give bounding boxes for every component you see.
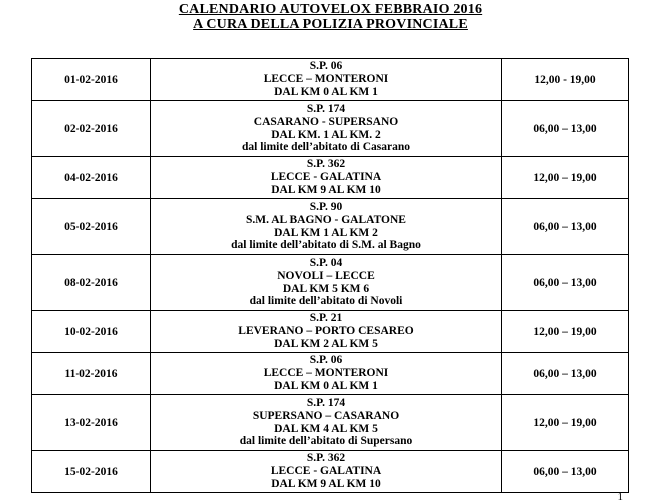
route-cell xyxy=(151,311,502,353)
time-cell: 12,00 – 19,00 xyxy=(502,311,629,353)
route-cell xyxy=(151,59,502,101)
date-cell: 04-02-2016 xyxy=(32,157,151,199)
page-number: 1 xyxy=(617,491,623,503)
km-range: DAL KM 9 AL KM 10 xyxy=(271,183,381,196)
road-code: S.P. 174 xyxy=(306,396,346,409)
km-range: DAL KM 1 AL KM 2 xyxy=(274,226,378,239)
route-note: dal limite dell’abitato di Casarano xyxy=(241,141,411,154)
time-cell: 12,00 – 19,00 xyxy=(502,395,629,451)
km-range: DAL KM 2 AL KM 5 xyxy=(274,337,378,350)
route-name: NOVOLI – LECCE xyxy=(277,269,375,282)
road-code: S.P. 362 xyxy=(306,158,346,171)
route-name: S.M. AL BAGNO - GALATONE xyxy=(246,213,406,226)
date-cell: 15-02-2016 xyxy=(32,451,151,493)
km-range: DAL KM 4 AL KM 5 xyxy=(274,422,378,435)
route-cell xyxy=(151,353,502,395)
route-note: dal limite dell’abitato di S.M. al Bagno xyxy=(231,239,421,252)
table-row xyxy=(32,353,629,395)
table-row xyxy=(32,311,629,353)
km-range: DAL KM. 1 AL KM. 2 xyxy=(271,128,381,141)
route-note: dal limite dell’abitato di Novoli xyxy=(249,295,403,308)
route-cell xyxy=(151,451,502,493)
time-cell: 06,00 – 13,00 xyxy=(502,255,629,311)
table-row xyxy=(32,157,629,199)
route-name: CASARANO - SUPERSANO xyxy=(253,115,399,128)
road-code: S.P. 174 xyxy=(306,102,346,115)
route-cell xyxy=(151,395,502,451)
route-name: LECCE - GALATINA xyxy=(270,171,382,184)
date-cell: 10-02-2016 xyxy=(32,311,151,353)
table-row xyxy=(32,101,629,157)
route-note: dal limite dell’abitato di Supersano xyxy=(239,435,413,448)
road-code: S.P. 362 xyxy=(306,452,346,465)
road-code: S.P. 04 xyxy=(309,256,343,269)
date-cell: 01-02-2016 xyxy=(32,59,151,101)
document-subtitle: A CURA DELLA POLIZIA PROVINCIALE xyxy=(193,17,468,32)
route-name: SUPERSANO – CASARANO xyxy=(252,409,400,422)
route-name: LEVERANO – PORTO CESAREO xyxy=(238,325,414,338)
time-cell: 06,00 – 13,00 xyxy=(502,199,629,255)
route-name: LECCE - GALATINA xyxy=(270,465,382,478)
time-cell: 06,00 – 13,00 xyxy=(502,451,629,493)
time-cell: 06,00 – 13,00 xyxy=(502,101,629,157)
date-cell: 02-02-2016 xyxy=(32,101,151,157)
km-range: DAL KM 0 AL KM 1 xyxy=(274,85,378,98)
km-range: DAL KM 5 KM 6 xyxy=(282,282,370,295)
date-cell: 08-02-2016 xyxy=(32,255,151,311)
date-cell: 11-02-2016 xyxy=(32,353,151,395)
km-range: DAL KM 9 AL KM 10 xyxy=(271,477,381,490)
road-code: S.P. 21 xyxy=(309,312,343,325)
route-cell xyxy=(151,101,502,157)
document-title: CALENDARIO AUTOVELOX FEBBRAIO 2016 xyxy=(178,2,483,17)
route-name: LECCE – MONTERONI xyxy=(263,73,389,86)
route-name: LECCE – MONTERONI xyxy=(263,367,389,380)
road-code: S.P. 06 xyxy=(309,354,343,367)
road-code: S.P. 90 xyxy=(309,200,343,213)
route-cell xyxy=(151,199,502,255)
date-cell: 05-02-2016 xyxy=(32,199,151,255)
date-cell: 13-02-2016 xyxy=(32,395,151,451)
time-cell: 12,00 - 19,00 xyxy=(502,59,629,101)
route-cell xyxy=(151,157,502,199)
schedule-table xyxy=(31,58,629,493)
time-cell: 12,00 – 19,00 xyxy=(502,157,629,199)
table-row xyxy=(32,451,629,493)
table-row xyxy=(32,59,629,101)
table-row xyxy=(32,199,629,255)
road-code: S.P. 06 xyxy=(309,60,343,73)
km-range: DAL KM 0 AL KM 1 xyxy=(274,379,378,392)
time-cell: 06,00 – 13,00 xyxy=(502,353,629,395)
route-cell xyxy=(151,255,502,311)
table-row xyxy=(32,255,629,311)
table-row xyxy=(32,395,629,451)
